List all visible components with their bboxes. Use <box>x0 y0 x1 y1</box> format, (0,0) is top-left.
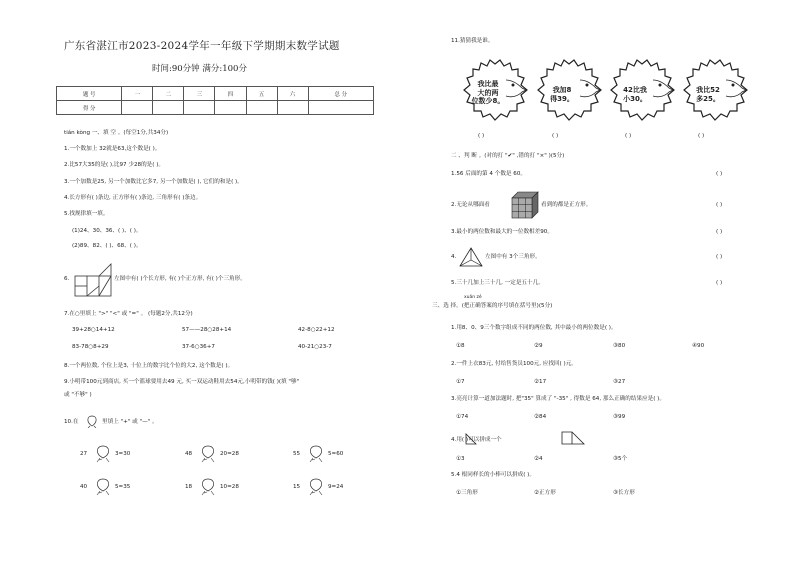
question-2: 2.比57大35的是( ),比97 少28的是( )。 <box>64 162 164 168</box>
judge-3: 3.最小的两位数和最大的一位数相差90。 <box>451 229 553 235</box>
score-input-cell[interactable] <box>246 101 277 115</box>
cube-icon <box>510 190 540 220</box>
answer-blank[interactable]: ( ) <box>478 133 485 139</box>
hedgehog-clue-line: 我加8 <box>552 86 572 94</box>
question-1: 1.一个数加上 32就是63,这个数是( )。 <box>64 146 161 152</box>
peach-icon[interactable] <box>198 441 218 463</box>
question-5b: (2)89、82、( )、68、( )。 <box>72 243 142 249</box>
peach-item-left: 18 <box>185 484 193 490</box>
answer-blank[interactable]: ( ) <box>698 133 705 139</box>
choice-option[interactable]: ③5个 <box>613 456 628 462</box>
peach-icon[interactable] <box>93 441 113 463</box>
peach-item-right: 5=60 <box>328 451 344 457</box>
peach-item-right: 5=35 <box>115 484 131 490</box>
choice-3: 3.亮亮计算一道加法题时, 把"35" 算成了 "-35" , 得数是 64, 那么正确的结果应是( )。 <box>451 396 665 402</box>
score-input-cell[interactable] <box>215 101 246 115</box>
score-cell: 二 <box>153 87 184 101</box>
question-9: 9.小明带100元到商店, 买一个篮球要用去49 元, 买一双运动鞋用去54元,小明带的钱( )(填 "够" <box>64 379 300 385</box>
hedgehog-clue-line: 得39。 <box>550 94 574 103</box>
peach-item-left: 55 <box>293 451 301 457</box>
peach-icon[interactable] <box>93 474 113 496</box>
choice-option[interactable]: ④90 <box>692 343 705 349</box>
judge-4-cont: 左图中有 3个三角形。 <box>485 254 541 260</box>
compare-item: 57——28○28+14 <box>182 327 232 333</box>
shape-figure-q6 <box>73 262 113 298</box>
hedgehog-clue-line: 位数少8。 <box>471 97 505 105</box>
choice-2: 2.一件上衣83元, 付给售货员100元, 应找回( )元。 <box>451 361 577 367</box>
compare-item: 83-78○8+29 <box>72 344 109 350</box>
peach-item-left: 15 <box>293 484 301 490</box>
score-cell: 三 <box>184 87 215 101</box>
choice-option[interactable]: ①三角形 <box>456 490 478 496</box>
question-3: 3.一个加数是25, 另一个加数比它多7, 另一个加数是( ), 它们的和是( )。 <box>64 179 243 185</box>
peach-item-left: 40 <box>80 484 88 490</box>
exam-title: 广东省湛江市2023-2024学年一年级下学期期末数学试题 <box>64 40 340 52</box>
question-4: 4.长方形有( )条边, 正方形有( )条边, 三角形有( )条边。 <box>64 195 202 201</box>
question-7: 7.在○里填上 ">" "<" 或 "=" 。 (每题2分,共12分) <box>64 311 193 317</box>
question-5a: (1)24、30、36、( )、( )。 <box>72 228 142 234</box>
score-table-score-row <box>57 101 374 115</box>
score-cell: 四 <box>215 87 246 101</box>
peach-item-right: 10=28 <box>220 484 239 490</box>
score-input-cell[interactable] <box>184 101 215 115</box>
score-cell: 得 分 <box>57 101 122 115</box>
score-table-header-row <box>57 87 374 101</box>
question-8: 8.一个两位数, 个位上是3, 十位上的数字比个位的大2, 这个数是( )。 <box>64 363 234 369</box>
choice-option[interactable]: ②正方形 <box>534 490 556 496</box>
hedgehog-clue <box>617 86 653 103</box>
choice-option[interactable]: ①8 <box>456 343 465 349</box>
judge-5: 5.三十几加上三十几, 一定是五十几。 <box>451 280 544 286</box>
question-10: 里填上 "+" 或 "—" 。 <box>102 419 158 425</box>
question-9b: 或 "不够" ) <box>64 392 92 398</box>
compare-item: 42-8○22+12 <box>298 327 335 333</box>
choice-option[interactable]: ①3 <box>456 456 465 462</box>
score-cell: 六 <box>277 87 308 101</box>
section2-heading: 二 、判 断 。(对的打 "✔" ,错的打 "×" )(5分) <box>451 153 565 159</box>
score-input-cell[interactable] <box>153 101 184 115</box>
section1-heading: tián kòng 一、填 空 。(每空1分,共34分) <box>64 130 169 136</box>
choice-option[interactable]: ③80 <box>613 343 626 349</box>
choice-4: 4.用( )可以拼成一个 <box>451 437 502 443</box>
choice-option[interactable]: ③长方形 <box>613 490 635 496</box>
question-5: 5.找规律填一填。 <box>64 211 109 217</box>
compare-item: 37-6○36+7 <box>182 344 215 350</box>
peach-item-right: 3=30 <box>115 451 131 457</box>
pinyin-annotation: xuǎn zé <box>464 295 482 300</box>
compare-item: 39+28○14+12 <box>72 327 115 333</box>
hedgehog-clue <box>468 80 508 106</box>
choice-option[interactable]: ③27 <box>613 379 626 385</box>
hedgehog-clue-line: 我比52 <box>696 86 720 94</box>
peach-item-left: 48 <box>185 451 193 457</box>
judge-answer[interactable]: ( ) <box>716 229 723 235</box>
answer-blank[interactable]: ( ) <box>552 133 559 139</box>
choice-1: 1.用8、0、9三个数字组成不同的两位数, 其中最小的两位数是( )。 <box>451 325 617 331</box>
hedgehog-clue-line: 多25。 <box>696 94 720 103</box>
judge-answer[interactable]: ( ) <box>716 280 723 286</box>
trapezoid-figure <box>560 430 586 446</box>
choice-option[interactable]: ①7 <box>456 379 465 385</box>
judge-answer[interactable]: ( ) <box>716 254 723 260</box>
choice-option[interactable]: ②17 <box>534 379 547 385</box>
judge-answer[interactable]: ( ) <box>716 171 723 177</box>
score-input-cell[interactable] <box>308 101 373 115</box>
compare-item: 40-21○23-7 <box>298 344 332 350</box>
peach-item-right: 9=24 <box>328 484 344 490</box>
answer-blank[interactable]: ( ) <box>625 133 632 139</box>
choice-5: 5.4 根同样长的小棒可以拼成( )。 <box>451 472 535 478</box>
judge-2: 2.无论从哪面看 <box>451 202 490 208</box>
triangle-figure <box>458 246 484 268</box>
judge-2-cont: 看到的都是正方形。 <box>541 202 592 208</box>
judge-4: 4. <box>451 254 457 260</box>
judge-1: 1.56 后面的第 4 个数是 60。 <box>451 171 526 177</box>
judge-answer[interactable]: ( ) <box>716 202 723 208</box>
question-6: 左图中有( )个长方形, 有( )个正方形, 有( )个三角形。 <box>114 276 246 282</box>
score-input-cell[interactable] <box>122 101 153 115</box>
question-6-number: 6. <box>64 276 70 282</box>
hedgehog-clue <box>690 86 726 103</box>
peach-icon[interactable] <box>306 474 326 496</box>
hedgehog-clue-line: 小30。 <box>623 94 647 103</box>
peach-item-left: 27 <box>80 451 88 457</box>
score-cell: 题 号 <box>57 87 122 101</box>
peach-icon[interactable] <box>306 441 326 463</box>
peach-icon <box>84 412 100 428</box>
question-11: 11.猜猜我是谁。 <box>451 38 494 44</box>
score-table <box>56 86 374 115</box>
exam-subtitle: 时间:90分钟 满分:100分 <box>152 64 247 74</box>
peach-item-right: 20=28 <box>220 451 239 457</box>
choice-option[interactable]: ②4 <box>534 456 543 462</box>
hedgehog-clue <box>544 86 580 103</box>
score-input-cell[interactable] <box>277 101 308 115</box>
score-cell: 一 <box>122 87 153 101</box>
question-10-number: 10.在 <box>64 419 79 425</box>
hedgehog-clue-line: 42比我 <box>623 86 647 94</box>
score-cell: 总 分 <box>308 87 373 101</box>
small-triangle-figure <box>464 433 478 445</box>
choice-option[interactable]: ③99 <box>613 414 626 420</box>
section3-heading: 三、选 择。(把正确答案的序号填在括号里)(5分) <box>432 303 553 309</box>
hedgehog-clue-line: 我比最 <box>477 80 499 88</box>
choice-option[interactable]: ①74 <box>456 414 469 420</box>
hedgehog-clue-line: 大的两 <box>477 88 499 97</box>
choice-option[interactable]: ②84 <box>534 414 547 420</box>
score-cell: 五 <box>246 87 277 101</box>
choice-option[interactable]: ②9 <box>534 343 543 349</box>
peach-icon[interactable] <box>198 474 218 496</box>
